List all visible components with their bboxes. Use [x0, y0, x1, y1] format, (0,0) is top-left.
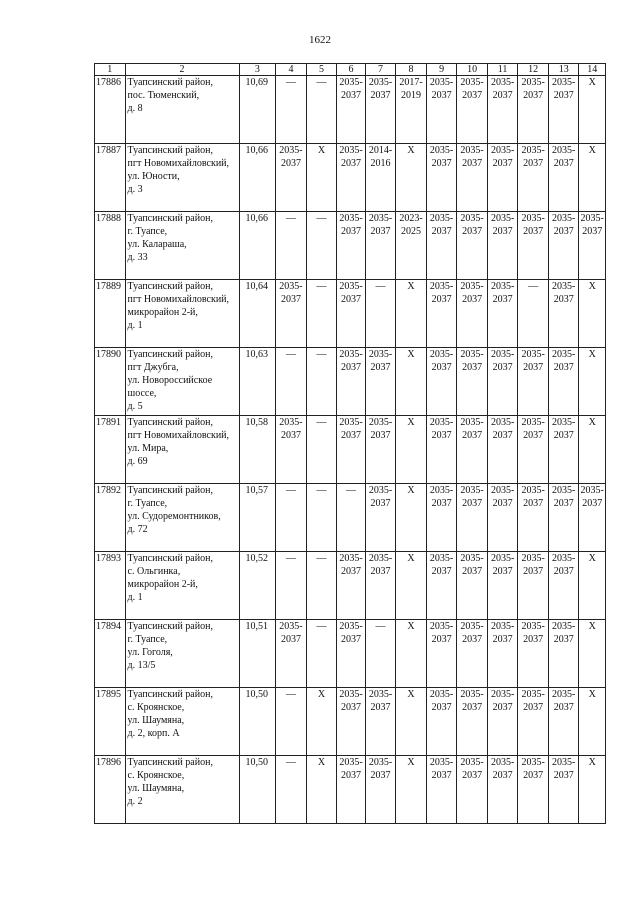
period-cell: X: [579, 144, 606, 212]
area-value: 10,51: [239, 620, 276, 688]
column-header: 3: [239, 64, 276, 76]
period-cell: 2035- 2037: [426, 552, 457, 620]
period-cell: 2035- 2037: [548, 552, 579, 620]
column-header: 11: [487, 64, 518, 76]
record-number: 17892: [95, 484, 126, 552]
column-header: 4: [276, 64, 307, 76]
record-number: 17894: [95, 620, 126, 688]
period-cell: 2035- 2037: [487, 688, 518, 756]
period-cell: X: [396, 144, 427, 212]
period-cell: 2035- 2037: [579, 484, 606, 552]
column-header: 5: [306, 64, 337, 76]
table-row: [95, 552, 606, 620]
period-cell: 2035- 2037: [518, 484, 549, 552]
period-cell: X: [579, 348, 606, 416]
period-cell: X: [396, 348, 427, 416]
period-cell: —: [306, 212, 337, 280]
period-cell: 2035- 2037: [548, 416, 579, 484]
period-cell: 2035- 2037: [487, 756, 518, 824]
period-cell: —: [306, 76, 337, 144]
period-cell: 2035- 2037: [337, 416, 366, 484]
table-row: [95, 756, 606, 824]
area-value: 10,58: [239, 416, 276, 484]
period-cell: 2035- 2037: [337, 756, 366, 824]
period-cell: 2035- 2037: [457, 620, 488, 688]
period-cell: 2035- 2037: [276, 280, 307, 348]
period-cell: 2035- 2037: [457, 280, 488, 348]
period-cell: —: [276, 756, 307, 824]
period-cell: 2035- 2037: [518, 416, 549, 484]
period-cell: 2035- 2037: [457, 756, 488, 824]
period-cell: 2035- 2037: [365, 484, 396, 552]
address: Туапсинский район, с. Кроянское, ул. Шаумяна, д. 2: [125, 756, 239, 824]
page-number: 1622: [309, 34, 331, 46]
address: Туапсинский район, пгт Новомихайловский, ул. Мира, д. 69: [125, 416, 239, 484]
address: Туапсинский район, с. Кроянское, ул. Шаумяна, д. 2, корп. А: [125, 688, 239, 756]
column-header: 13: [548, 64, 579, 76]
area-value: 10,63: [239, 348, 276, 416]
address: Туапсинский район, пгт Новомихайловский, микрорайон 2-й, д. 1: [125, 280, 239, 348]
period-cell: X: [396, 688, 427, 756]
register-table: [94, 63, 606, 824]
record-number: 17891: [95, 416, 126, 484]
period-cell: X: [396, 484, 427, 552]
area-value: 10,64: [239, 280, 276, 348]
period-cell: 2035- 2037: [276, 416, 307, 484]
period-cell: 2035- 2037: [426, 348, 457, 416]
period-cell: 2035- 2037: [548, 144, 579, 212]
period-cell: 2035- 2037: [457, 484, 488, 552]
period-cell: 2035- 2037: [518, 552, 549, 620]
period-cell: 2035- 2037: [457, 416, 488, 484]
table-row: [95, 484, 606, 552]
record-number: 17887: [95, 144, 126, 212]
period-cell: X: [579, 416, 606, 484]
period-cell: X: [396, 552, 427, 620]
column-header: 1: [95, 64, 126, 76]
period-cell: X: [396, 756, 427, 824]
period-cell: —: [276, 484, 307, 552]
period-cell: 2035- 2037: [518, 144, 549, 212]
record-number: 17889: [95, 280, 126, 348]
period-cell: X: [579, 756, 606, 824]
period-cell: 2035- 2037: [487, 620, 518, 688]
period-cell: —: [306, 552, 337, 620]
period-cell: X: [579, 620, 606, 688]
period-cell: 2023- 2025: [396, 212, 427, 280]
period-cell: 2035- 2037: [548, 348, 579, 416]
period-cell: 2035- 2037: [518, 76, 549, 144]
period-cell: —: [276, 212, 307, 280]
table-row: [95, 688, 606, 756]
period-cell: X: [579, 688, 606, 756]
period-cell: 2014- 2016: [365, 144, 396, 212]
record-number: 17896: [95, 756, 126, 824]
period-cell: 2035- 2037: [337, 76, 366, 144]
period-cell: 2035- 2037: [276, 620, 307, 688]
period-cell: —: [276, 76, 307, 144]
record-number: 17886: [95, 76, 126, 144]
period-cell: 2035- 2037: [426, 144, 457, 212]
period-cell: 2035- 2037: [487, 552, 518, 620]
period-cell: X: [579, 552, 606, 620]
column-header: 9: [426, 64, 457, 76]
period-cell: 2035- 2037: [276, 144, 307, 212]
period-cell: 2035- 2037: [548, 756, 579, 824]
period-cell: 2035- 2037: [457, 212, 488, 280]
period-cell: 2035- 2037: [548, 212, 579, 280]
period-cell: —: [518, 280, 549, 348]
period-cell: —: [276, 348, 307, 416]
period-cell: 2035- 2037: [426, 212, 457, 280]
period-cell: 2035- 2037: [487, 348, 518, 416]
table-row: [95, 280, 606, 348]
period-cell: —: [306, 416, 337, 484]
period-cell: 2035- 2037: [548, 620, 579, 688]
period-cell: 2035- 2037: [548, 76, 579, 144]
header-row: [95, 64, 606, 76]
area-value: 10,66: [239, 144, 276, 212]
period-cell: 2035- 2037: [337, 280, 366, 348]
period-cell: 2035- 2037: [487, 280, 518, 348]
period-cell: 2035- 2037: [548, 280, 579, 348]
column-header: 2: [125, 64, 239, 76]
area-value: 10,50: [239, 756, 276, 824]
period-cell: 2035- 2037: [426, 688, 457, 756]
period-cell: X: [306, 756, 337, 824]
area-value: 10,52: [239, 552, 276, 620]
column-header: 12: [518, 64, 549, 76]
period-cell: 2035- 2037: [457, 348, 488, 416]
period-cell: 2035- 2037: [365, 688, 396, 756]
period-cell: —: [276, 552, 307, 620]
period-cell: 2035- 2037: [337, 212, 366, 280]
period-cell: —: [365, 620, 396, 688]
record-number: 17888: [95, 212, 126, 280]
period-cell: —: [337, 484, 366, 552]
period-cell: —: [306, 620, 337, 688]
area-value: 10,57: [239, 484, 276, 552]
area-value: 10,69: [239, 76, 276, 144]
address: Туапсинский район, г. Туапсе, ул. Калараша, д. 33: [125, 212, 239, 280]
area-value: 10,50: [239, 688, 276, 756]
period-cell: 2035- 2037: [487, 76, 518, 144]
period-cell: 2035- 2037: [487, 144, 518, 212]
record-number: 17895: [95, 688, 126, 756]
period-cell: —: [276, 688, 307, 756]
period-cell: 2035- 2037: [518, 688, 549, 756]
period-cell: 2035- 2037: [365, 348, 396, 416]
area-value: 10,66: [239, 212, 276, 280]
period-cell: X: [306, 144, 337, 212]
period-cell: 2035- 2037: [337, 144, 366, 212]
address: Туапсинский район, пос. Тюменский, д. 8: [125, 76, 239, 144]
address: Туапсинский район, г. Туапсе, ул. Судоремонтников, д. 72: [125, 484, 239, 552]
column-header: 10: [457, 64, 488, 76]
period-cell: X: [396, 416, 427, 484]
column-header: 8: [396, 64, 427, 76]
period-cell: —: [365, 280, 396, 348]
period-cell: —: [306, 280, 337, 348]
period-cell: X: [306, 688, 337, 756]
period-cell: 2035- 2037: [457, 552, 488, 620]
table-row: [95, 212, 606, 280]
table-row: [95, 76, 606, 144]
table-row: [95, 348, 606, 416]
period-cell: 2035- 2037: [487, 212, 518, 280]
period-cell: 2035- 2037: [548, 688, 579, 756]
period-cell: X: [396, 280, 427, 348]
period-cell: 2035- 2037: [426, 280, 457, 348]
period-cell: 2035- 2037: [365, 756, 396, 824]
period-cell: —: [306, 484, 337, 552]
table-row: [95, 144, 606, 212]
period-cell: X: [579, 280, 606, 348]
column-header: 7: [365, 64, 396, 76]
period-cell: 2035- 2037: [426, 416, 457, 484]
period-cell: 2035- 2037: [487, 484, 518, 552]
period-cell: 2035- 2037: [365, 212, 396, 280]
period-cell: 2035- 2037: [518, 620, 549, 688]
period-cell: 2035- 2037: [518, 212, 549, 280]
period-cell: 2035- 2037: [487, 416, 518, 484]
period-cell: 2035- 2037: [365, 416, 396, 484]
address: Туапсинский район, пгт Новомихайловский, ул. Юности, д. 3: [125, 144, 239, 212]
period-cell: 2035- 2037: [426, 76, 457, 144]
period-cell: 2035- 2037: [426, 620, 457, 688]
period-cell: 2035- 2037: [337, 552, 366, 620]
address: Туапсинский район, с. Ольгинка, микрорайон 2-й, д. 1: [125, 552, 239, 620]
period-cell: 2035- 2037: [457, 144, 488, 212]
period-cell: 2035- 2037: [457, 76, 488, 144]
period-cell: 2035- 2037: [518, 756, 549, 824]
period-cell: 2035- 2037: [426, 756, 457, 824]
period-cell: 2035- 2037: [337, 688, 366, 756]
period-cell: 2035- 2037: [426, 484, 457, 552]
period-cell: 2035- 2037: [548, 484, 579, 552]
period-cell: 2035- 2037: [337, 620, 366, 688]
period-cell: X: [579, 76, 606, 144]
period-cell: 2017- 2019: [396, 76, 427, 144]
period-cell: 2035- 2037: [365, 552, 396, 620]
period-cell: —: [306, 348, 337, 416]
period-cell: 2035- 2037: [337, 348, 366, 416]
address: Туапсинский район, пгт Джубга, ул. Новороссийское шоссе, д. 5: [125, 348, 239, 416]
record-number: 17890: [95, 348, 126, 416]
table-row: [95, 416, 606, 484]
period-cell: 2035- 2037: [518, 348, 549, 416]
table-row: [95, 620, 606, 688]
period-cell: 2035- 2037: [579, 212, 606, 280]
period-cell: X: [396, 620, 427, 688]
column-header: 14: [579, 64, 606, 76]
period-cell: 2035- 2037: [365, 76, 396, 144]
address: Туапсинский район, г. Туапсе, ул. Гоголя, д. 13/5: [125, 620, 239, 688]
record-number: 17893: [95, 552, 126, 620]
period-cell: 2035- 2037: [457, 688, 488, 756]
column-header: 6: [337, 64, 366, 76]
